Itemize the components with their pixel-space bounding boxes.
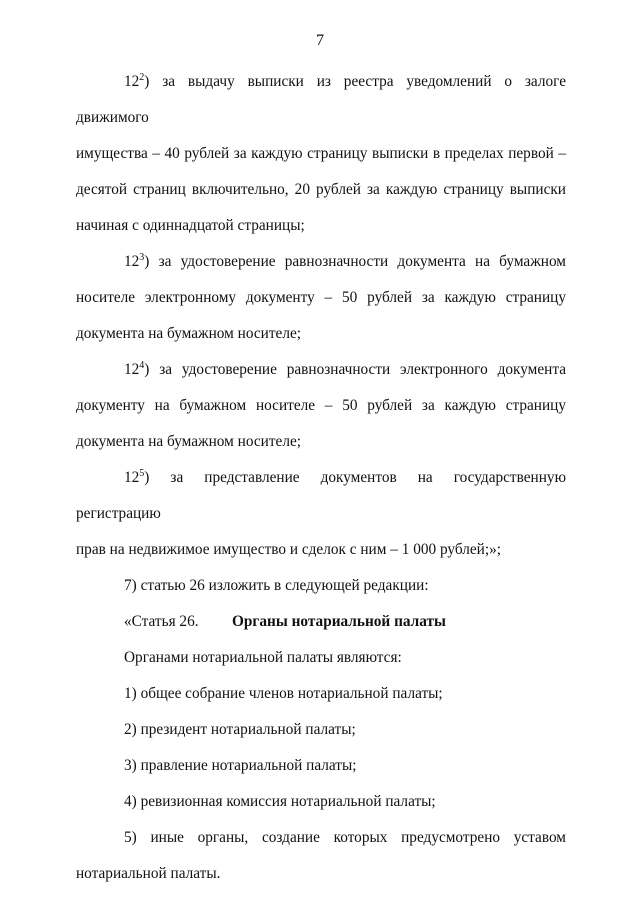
amendment-7: 7) статью 26 изложить в следующей редакции: <box>124 577 429 594</box>
paragraph-line: документа на бумажном носителе; <box>76 325 302 342</box>
paragraph-line: начиная с одиннадцатой страницы; <box>76 217 305 234</box>
item-number: 12 <box>124 361 140 378</box>
paragraph-line <box>76 64 566 136</box>
organ-item: 3) правление нотариальной палаты; <box>124 757 357 774</box>
paragraph-line: документу на бумажном носителе – 50 рублей за каждую страницу <box>76 397 566 414</box>
item-number: 12 <box>124 73 140 90</box>
item-number: 12 <box>124 253 140 270</box>
document-body <box>76 64 566 892</box>
item-superscript: 2 <box>139 71 145 83</box>
paragraph-12-2 <box>76 64 566 244</box>
organ-item-5 <box>76 820 566 892</box>
organ-item: 2) президент нотариальной палаты; <box>124 721 356 738</box>
item-superscript: 3 <box>139 251 145 263</box>
article-heading <box>76 604 566 640</box>
paragraph-12-3 <box>76 244 566 352</box>
paragraph-line: десятой страниц включительно, 20 рублей за каждую страницу выписки <box>76 181 566 198</box>
paragraph-line: носителе электронному документу – 50 рублей за каждую страницу <box>76 289 566 306</box>
item-number: 12 <box>124 469 140 486</box>
paragraph-12-5 <box>76 460 566 568</box>
page-number: 7 <box>316 32 324 49</box>
paragraph-line: документа на бумажном носителе; <box>76 433 302 450</box>
paragraph-line <box>76 244 566 280</box>
paragraph-text: ) за представление документов на государственную регистрацию <box>76 469 566 522</box>
item-superscript: 5 <box>139 467 145 479</box>
paragraph-line <box>76 352 566 388</box>
item-superscript: 4 <box>139 359 145 371</box>
paragraph-text: ) за выдачу выписки из реестра уведомлений о залоге движимого <box>76 73 566 126</box>
article-number: «Статья 26. <box>124 613 199 630</box>
paragraph-text: ) за удостоверение равнозначности электронного документа <box>144 361 566 378</box>
organ-item: 4) ревизионная комиссия нотариальной палаты; <box>124 793 436 810</box>
paragraph-line: 5) иные органы, создание которых предусмотрено уставом <box>124 829 566 846</box>
paragraph-12-4 <box>76 352 566 460</box>
article-title: Органы нотариальной палаты <box>232 613 446 630</box>
paragraph-line: прав на недвижимое имущество и сделок с ним – 1 000 рублей;»; <box>76 541 502 558</box>
paragraph-line <box>76 460 566 532</box>
organ-item: 1) общее собрание членов нотариальной палаты; <box>124 685 443 702</box>
paragraph-text: ) за удостоверение равнозначности документа на бумажном <box>144 253 566 270</box>
paragraph-line: имущества – 40 рублей за каждую страницу выписки в пределах первой – <box>76 145 566 162</box>
organs-intro: Органами нотариальной палаты являются: <box>124 649 402 666</box>
paragraph-line: нотариальной палаты. <box>76 865 221 882</box>
